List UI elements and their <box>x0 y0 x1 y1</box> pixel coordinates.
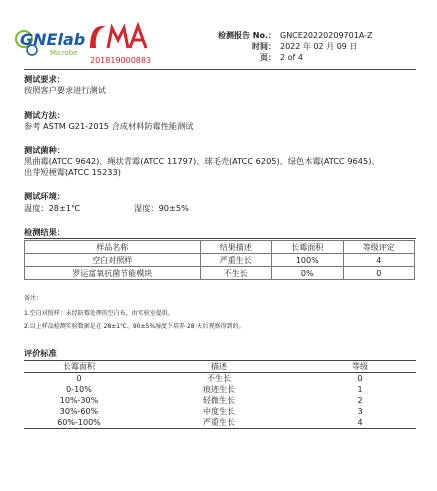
table-cell: 罗运富氧抗菌节能模块 <box>25 267 201 280</box>
table-cell: 60%-100% <box>24 417 134 429</box>
notes-title: 备注： <box>24 295 43 302</box>
strains-line1: 黑曲霉(ATCC 9642)、绳状青霉(ATCC 11797)、球毛壳(ATCC 6205)、绿色木霉(ATCC 9645)、 <box>24 156 380 166</box>
results-divider <box>24 238 416 239</box>
table-row <box>24 384 416 395</box>
method-title: 测试方法： <box>24 110 65 120</box>
logo-sub: Microbe <box>50 49 78 57</box>
table-row <box>24 395 416 406</box>
results-table <box>24 240 415 280</box>
report-no-label: 检测报告 No.： <box>217 31 276 40</box>
results-title: 检测结果： <box>24 227 65 237</box>
note-1: 1.空白对照样：未经防霉处理的空白布，由实验室提供。 <box>24 310 174 317</box>
environment-temp: 温度：28±1℃ <box>24 203 81 213</box>
cma-logo <box>86 22 150 52</box>
table-row <box>25 254 415 267</box>
cma-number: 201819000883 <box>90 56 152 65</box>
table-cell: 严重生长 <box>200 254 272 267</box>
table-cell: 痕迹生长 <box>203 385 235 394</box>
report-header <box>210 30 372 63</box>
table-cell: 0 <box>343 267 415 280</box>
table-cell: 0% <box>272 267 344 280</box>
table-cell: 100% <box>272 254 344 267</box>
header-divider <box>24 69 416 70</box>
results-header-cell: 等级评定 <box>343 241 415 254</box>
standard-header-cell: 描述 <box>134 361 304 373</box>
report-time: 2022 年 02 月 09 日 <box>280 42 358 51</box>
results-header-cell: 长霉面积 <box>272 241 344 254</box>
table-cell: 0 <box>357 374 363 383</box>
table-row <box>24 417 416 429</box>
table-cell: 严重生长 <box>134 417 304 429</box>
table-cell: 4 <box>304 417 416 429</box>
table-cell: 中度生长 <box>203 407 235 416</box>
table-cell: 0 <box>76 374 82 383</box>
environment-humidity: 湿度：90±5% <box>134 203 189 213</box>
standard-header-cell: 长霉面积 <box>24 361 134 373</box>
standard-title: 评价标准 <box>24 348 57 358</box>
results-header-cell: 结果描述 <box>200 241 272 254</box>
report-no: GNCE20220209701A-Z <box>280 31 373 40</box>
standard-header-cell: 等级 <box>304 361 416 373</box>
table-cell: 1 <box>357 385 363 394</box>
table-cell: 轻微生长 <box>203 396 235 405</box>
table-row <box>24 406 416 417</box>
results-header-cell: 样品名称 <box>25 241 201 254</box>
note-2: 2.以上样品检测实验数据是在 28±1℃、90±5%湿度下培养 28 天后观察得到的。 <box>24 323 245 330</box>
table-cell: 不生长 <box>200 267 272 280</box>
table-cell: 空白对照样 <box>25 254 201 267</box>
time-label: 时间： <box>252 42 276 51</box>
table-row <box>25 267 415 280</box>
table-cell: 4 <box>343 254 415 267</box>
requirements-text: 按照客户要求进行测试 <box>24 85 106 95</box>
table-cell: 10%-30% <box>59 396 99 405</box>
table-cell: 3 <box>357 407 363 416</box>
requirements-title: 测试要求： <box>24 74 65 84</box>
logo-brand: GNElab <box>20 30 86 49</box>
environment-title: 测试环境： <box>24 191 65 201</box>
table-cell: 不生长 <box>207 374 231 383</box>
table-cell: 30%-60% <box>59 407 99 416</box>
standard-header-row <box>24 361 416 373</box>
table-cell: 2 <box>357 396 363 405</box>
strains-title: 测试菌种： <box>24 145 65 155</box>
gnelab-logo <box>14 24 86 62</box>
table-cell: 0-10% <box>66 385 92 394</box>
page-number: 2 of 4 <box>280 53 303 62</box>
page-label: 页： <box>260 53 276 62</box>
method-text: 参考 ASTM G21-2015 合成材料防霉性能测试 <box>24 121 194 131</box>
results-header-row <box>25 241 415 254</box>
table-row <box>24 373 416 385</box>
standard-table <box>24 360 416 429</box>
strains-line2: 出芽短梗霉(ATCC 15233) <box>24 167 121 177</box>
